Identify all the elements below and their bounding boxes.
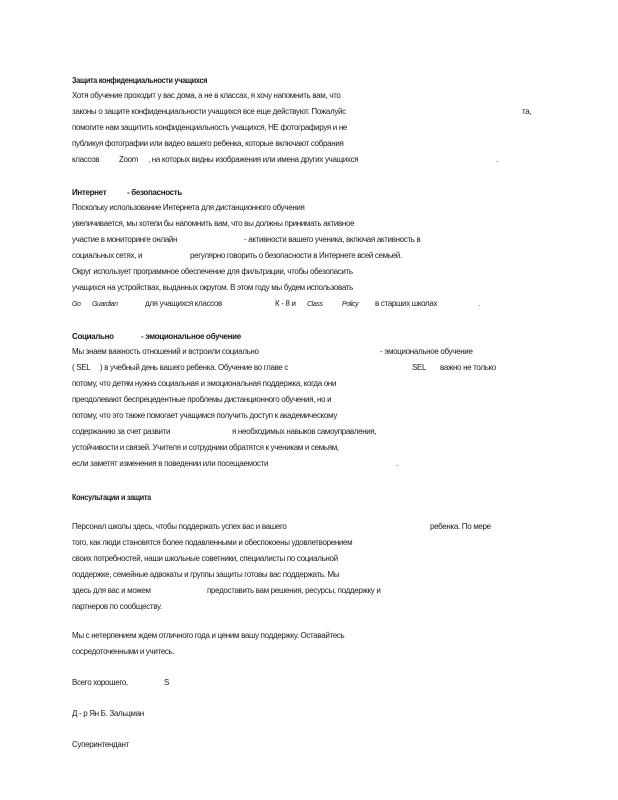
internet-line: учащихся на устройствах, выданных округом. В этом году мы будем использовать	[72, 282, 353, 292]
section-heading-sel: Социально	[72, 331, 114, 341]
counsel-fragment: Персонал школы здесь, чтобы поддержать успех вас и вашего	[72, 521, 287, 531]
privacy-fragment: Zoom	[119, 154, 139, 164]
section-heading-internet-suffix: - безопасность	[127, 187, 182, 197]
internet-line: Поскольку использование Интернета для дистанционного обучения	[72, 202, 305, 212]
sel-fragment: ) в учебный день вашего ребенка. Обучение во главе с	[100, 362, 289, 372]
closing-regards: Всего хорошего,	[72, 677, 128, 687]
closing-line: сосредоточенными и учитесь.	[72, 646, 175, 656]
closing-line: Мы с нетерпением ждем отличного года и ценим вашу поддержку. Оставайтесь	[72, 630, 345, 640]
sel-fragment: SEL	[412, 362, 427, 372]
sel-fragment: содержанию за счет развити	[72, 426, 171, 436]
internet-fragment: .	[478, 298, 480, 308]
internet-fragment: для учащихся классов	[145, 298, 222, 308]
privacy-fragment: .	[496, 154, 498, 164]
sel-fragment: Мы знаем важность отношений и встроили социально	[72, 346, 259, 356]
counsel-line: поддержке, семейные адвокаты и группы защиты готовы вас поддержать. Мы	[72, 569, 340, 579]
sel-fragment: я необходимых навыков самоуправления,	[232, 426, 377, 436]
signatory-title: Суперинтендант	[72, 739, 129, 749]
sel-fragment: важно не только	[440, 362, 496, 372]
internet-fragment: К - 8 и	[275, 298, 296, 308]
internet-fragment: регулярно говорить о безопасности в Интернете всей семьей.	[190, 250, 402, 260]
section-heading-privacy: Защита конфиденциальности учащихся	[72, 76, 208, 85]
privacy-fragment: , на которых видны изображения или имена других учащихся	[148, 154, 359, 164]
product-name-go: Go	[72, 299, 81, 308]
section-heading-counseling: Консультации и защита	[72, 493, 151, 502]
sel-line: преодолевают беспрецедентные проблемы дистанционного обучения, но и	[72, 394, 332, 404]
sel-fragment: если заметят изменения в поведении или посещаемости	[72, 458, 269, 468]
privacy-line: помогите нам защитить конфиденциальность учащихся, НЕ фотографируя и не	[72, 122, 348, 132]
internet-fragment: - активности вашего ученика, включая активность в	[244, 234, 421, 244]
product-name-policy: Policy	[342, 299, 359, 308]
privacy-fragment: классов	[72, 154, 100, 164]
counsel-line: того, как люди становятся более подавленными и обеспокоены удовлетворением	[72, 537, 353, 547]
privacy-line: Хотя обучение проходит у вас дома, а не в классах, я хочу напомнить вам, что	[72, 90, 341, 100]
sel-line: потому, что детям нужна социальная и эмоциональная поддержка, когда они	[72, 378, 337, 388]
counsel-line: партнеров по сообществу.	[72, 601, 162, 611]
internet-fragment: в старших школах	[375, 298, 438, 308]
closing-regards-fragment: S	[164, 677, 170, 687]
counsel-fragment: предоставить вам решения, ресурсы, поддержку и	[207, 585, 381, 595]
privacy-line: законы о защите конфиденциальности учащихся все еще действуют. Пожалуйс	[72, 106, 346, 116]
signatory-name: Д - р Ян Б. Зальцман	[72, 708, 144, 718]
counsel-line: своих потребностей, наши школьные советники, специалисты по социальной	[72, 553, 338, 563]
internet-line: Округ использует программное обеспечение для фильтрации, чтобы обезопасить	[72, 266, 353, 276]
product-name-guardian: Guardian	[92, 299, 118, 308]
section-heading-sel-suffix: - эмоциональное обучение	[141, 331, 241, 341]
product-name-class: Class	[307, 299, 323, 308]
sel-fragment: - эмоциональное обучение	[380, 346, 473, 356]
sel-line: потому, что это также помогает учащимся получить доступ к академическому	[72, 410, 338, 420]
internet-fragment: участие в мониторинге онлайн	[72, 234, 178, 244]
sel-line: устойчивости и связей. Учителя и сотрудники обратятся к ученикам и семьям,	[72, 442, 339, 452]
privacy-fragment: та,	[522, 106, 532, 116]
internet-line: увеличивается, мы хотели бы напомнить вам, что вы должны принимать активное	[72, 218, 355, 228]
internet-fragment: социальных сетях, и	[72, 250, 143, 260]
section-heading-internet: Интернет	[72, 187, 107, 197]
counsel-fragment: здесь для вас и можем	[72, 585, 151, 595]
counsel-fragment: ребенка. По мере	[430, 521, 491, 531]
sel-fragment: .	[396, 458, 398, 468]
privacy-line: публикуя фотографии или видео вашего ребенка, которые включают собрания	[72, 138, 344, 148]
sel-fragment: ( SEL	[72, 362, 91, 372]
